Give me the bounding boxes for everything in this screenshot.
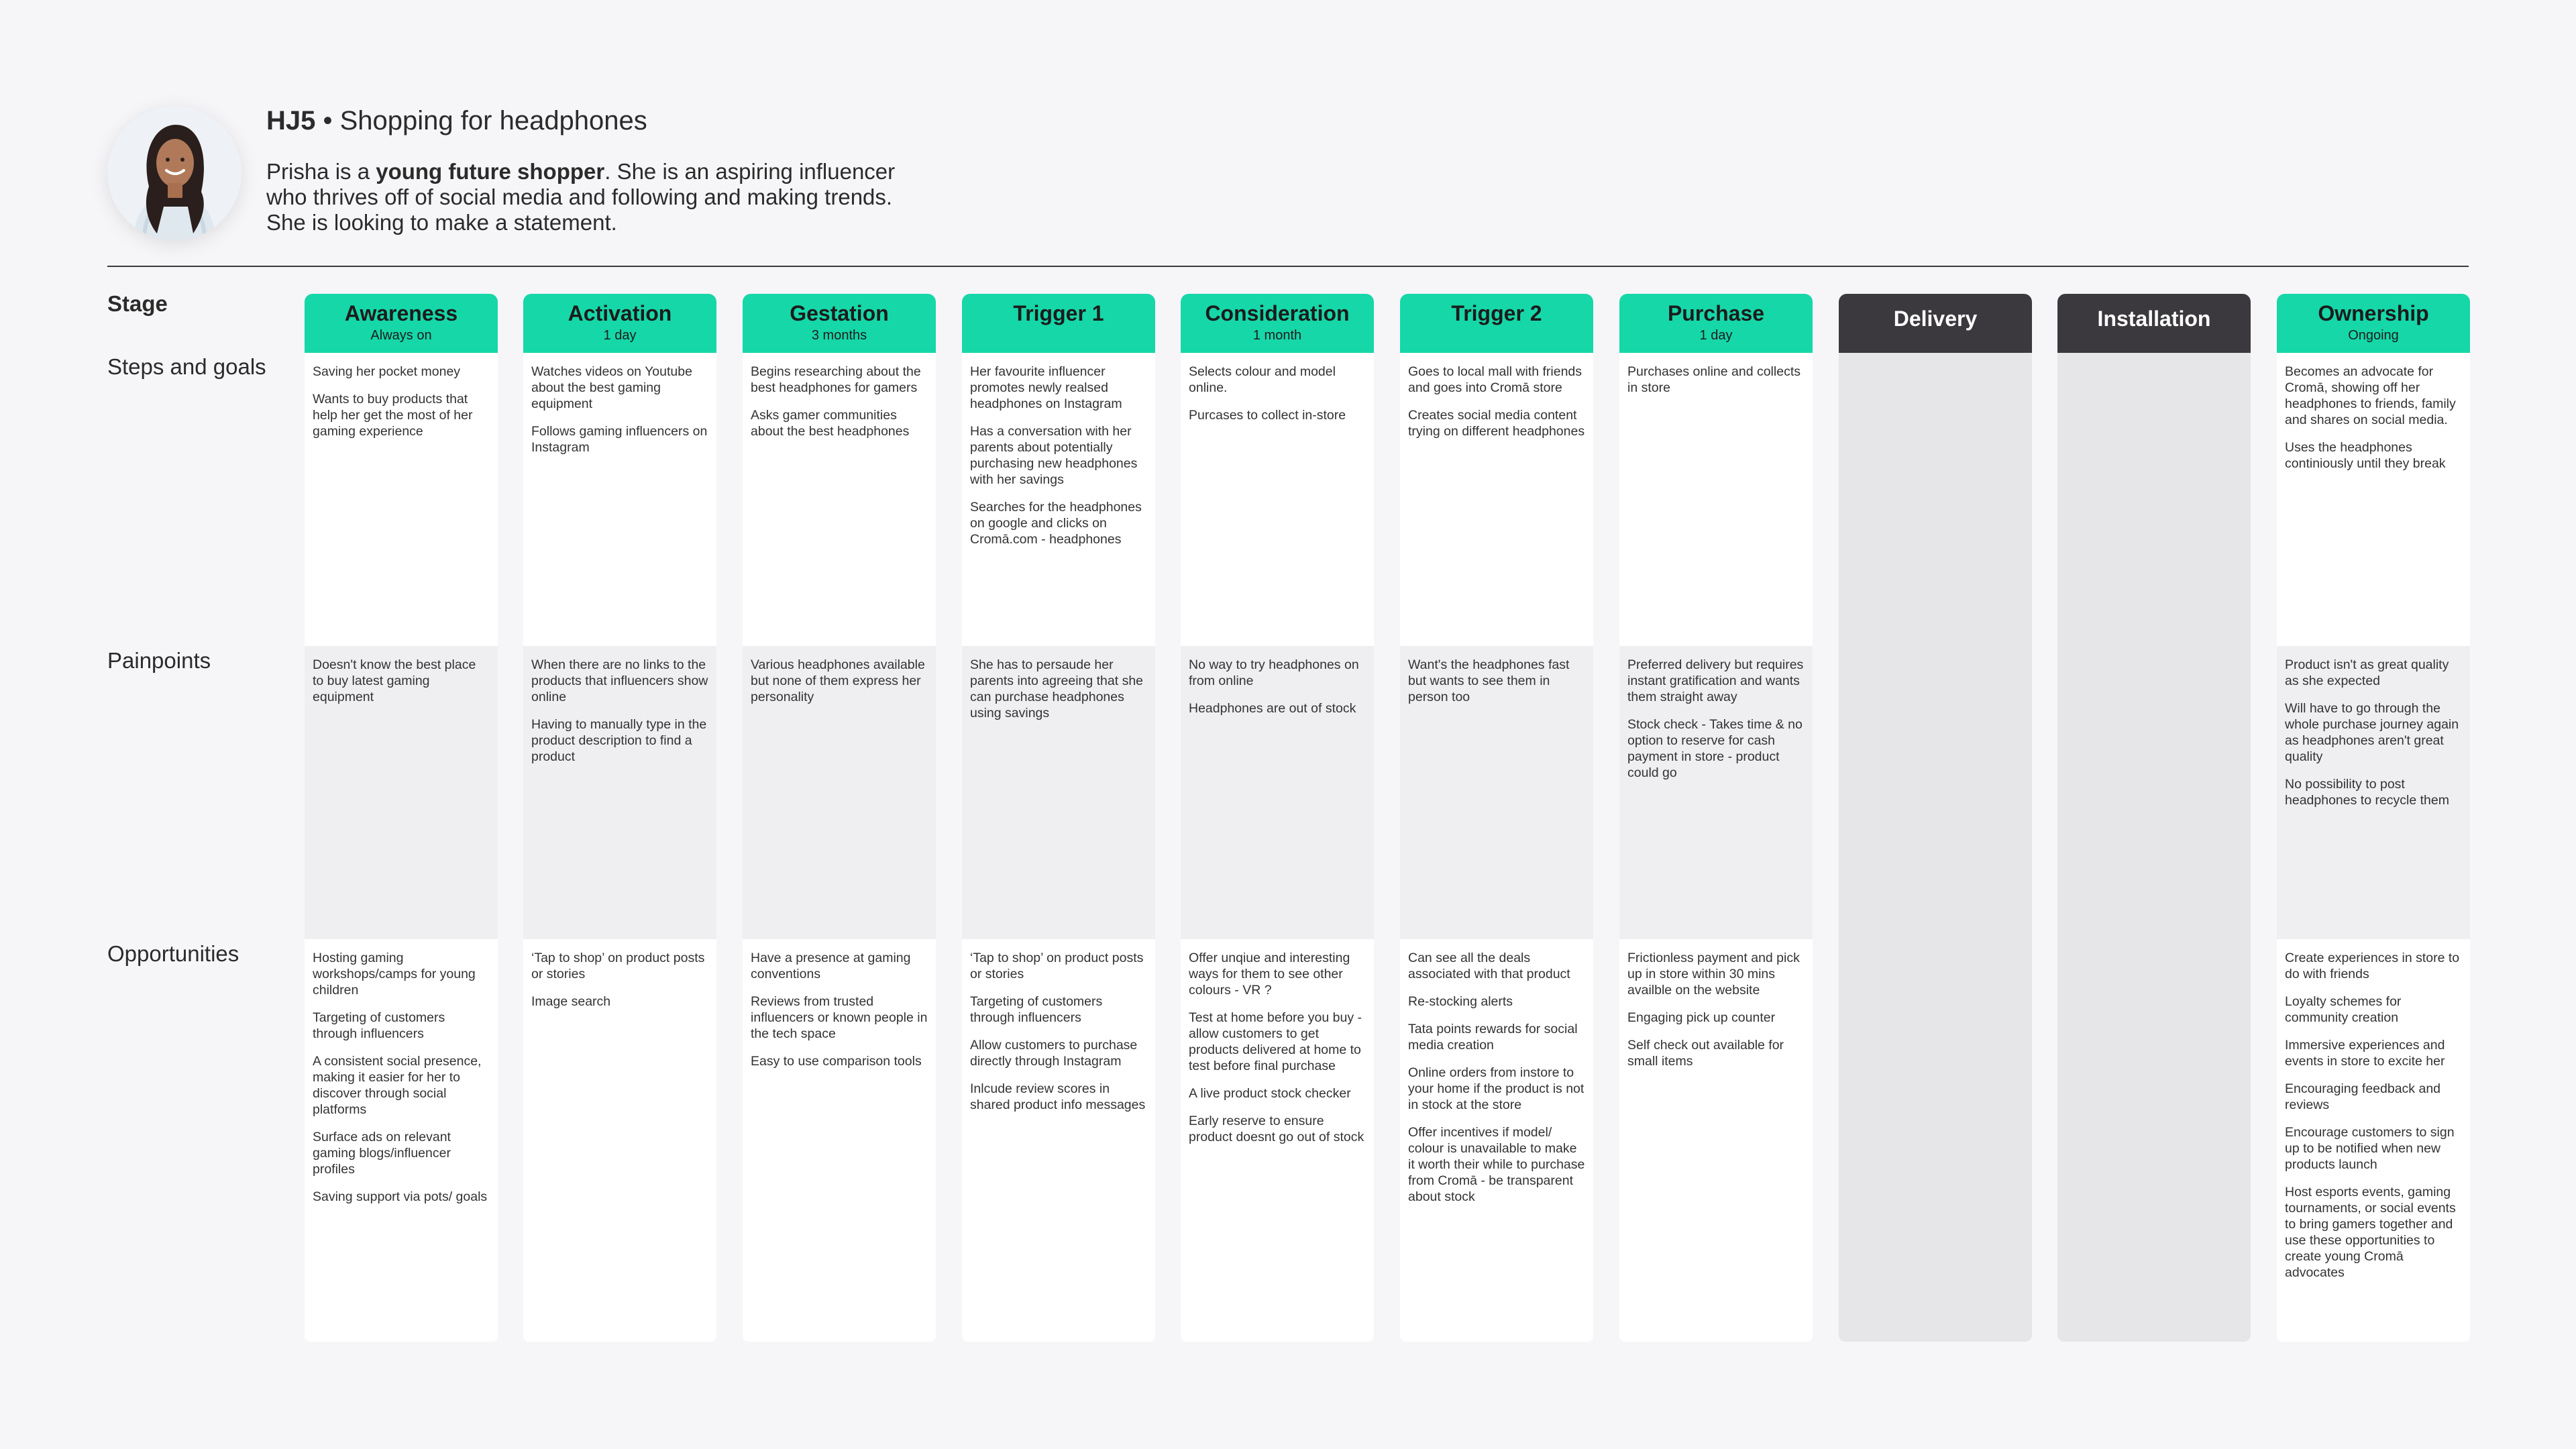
opportunity-item: Easy to use comparison tools [751,1054,922,1069]
painpoints-cell [1400,646,1593,939]
stage-column-purchase [1619,294,1813,1342]
stage-name: Purchase [1667,301,1765,325]
opportunity-item: Reviews from trusted influencers or known people in the tech space [751,994,928,1041]
painpoints-cell [305,646,498,939]
stage-name: Consideration [1205,301,1350,325]
step-item: Her favourite influencer promotes newly realsed headphones on Instagram [970,364,1122,411]
step-item: Follows gaming influencers on Instagram [531,424,708,455]
opportunity-item: Frictionless payment and pick up in store within 30 mins availble on the website [1627,951,1800,998]
painpoint-item: Various headphones available but none of them express her personality [751,657,925,704]
painpoint-item: When there are no links to the products that influencers show online [531,657,708,704]
painpoints-cell [743,646,936,939]
steps-cell [523,353,716,646]
stage-duration: 3 months [811,328,867,343]
persona-type: young future shopper [376,159,605,184]
persona-description [266,159,937,235]
stage-header [1839,294,2032,353]
stage-duration: 1 day [603,328,637,343]
opportunity-item: Targeting of customers through influencers [970,994,1103,1025]
opportunity-item: ‘Tap to shop’ on product posts or stories [970,951,1144,981]
painpoints-cell [523,646,716,939]
stage-column-delivery [1839,294,2032,1342]
opportunity-item: Self check out available for small items [1627,1038,1784,1069]
stage-empty-body [1839,353,2032,1342]
opportunity-item: Offer unqiue and interesting ways for them to see other colours - VR ? [1189,951,1350,998]
opportunity-item: Targeting of customers through influencers [313,1010,445,1041]
stage-column-trigger-1 [962,294,1155,1342]
painpoint-item: Headphones are out of stock [1189,701,1356,716]
step-item: Begins researching about the best headphones for gamers [751,364,921,395]
journey-code: HJ5 [266,106,316,136]
opportunity-item: Encourage customers to sign up to be notified when new products launch [2285,1125,2455,1172]
painpoint-item: Will have to go through the whole purchase journey again as headphones aren't great quality [2285,701,2459,764]
stage-name: Trigger 1 [1013,301,1104,325]
opportunity-item: Saving support via pots/ goals [313,1189,488,1204]
painpoints-cell [2277,646,2470,939]
painpoint-item: Product isn't as great quality as she expected [2285,657,2449,688]
opportunity-item: Surface ads on relevant gaming blogs/influencer profiles [313,1130,451,1177]
stage-duration: 1 day [1699,328,1733,343]
opportunity-item: Host esports events, gaming tournaments, or social events to bring gamers together and use these opportunities to create young Cromā advocates [2285,1185,2456,1280]
stage-column-trigger-2 [1400,294,1593,1342]
stage-column-ownership [2277,294,2470,1342]
painpoint-item: No possibility to post headphones to recycle them [2285,777,2449,808]
stage-column-gestation [743,294,936,1342]
painpoint-item: No way to try headphones on from online [1189,657,1359,688]
step-item: Becomes an advocate for Cromā, showing off her headphones to friends, family and shares on social media. [2285,364,2456,427]
opportunity-item: Offer incentives if model/ colour is unavailable to make it worth their while to purchase from Cromā - be transparent about stock [1408,1125,1585,1204]
journey-name: Shopping for headphones [339,106,647,136]
painpoints-cell [962,646,1155,939]
opportunities-cell [523,939,716,1342]
stage-name: Delivery [1893,307,1978,331]
steps-cell [1181,353,1374,646]
persona-avatar [107,106,241,240]
opportunity-item: Immersive experiences and events in store to excite her [2285,1038,2445,1069]
step-item: Purchases online and collects in store [1627,364,1801,395]
opportunity-item: Inlcude review scores in shared product info messages [970,1081,1146,1112]
opportunity-item: Online orders from instore to your home if the product is not in stock at the store [1408,1065,1585,1112]
opportunities-cell [1619,939,1813,1342]
stage-name: Trigger 2 [1451,301,1542,325]
stage-name: Installation [2097,307,2211,331]
row-label-steps: Steps and goals [107,354,266,379]
opportunity-item: Encouraging feedback and reviews [2285,1081,2441,1112]
stage-header [743,294,936,353]
step-item: Goes to local mall with friends and goes into Cromā store [1408,364,1582,395]
opportunities-cell [743,939,936,1342]
steps-cell [1619,353,1813,646]
opportunity-item: Test at home before you buy - allow customers to get products delivered at home to test before final purchase [1189,1010,1362,1073]
painpoints-cell [1181,646,1374,939]
stage-column-consideration [1181,294,1374,1342]
painpoint-item: Doesn't know the best place to buy latest gaming equipment [313,657,476,704]
step-item: Creates social media content trying on different headphones [1408,408,1585,439]
stage-column-installation [2057,294,2251,1342]
painpoint-item: She has to persaude her parents into agreeing that she can purchase headphones using savings [970,657,1144,720]
step-item: Selects colour and model online. [1189,364,1336,395]
stage-name: Awareness [344,301,458,325]
opportunities-cell [1400,939,1593,1342]
row-label-opportunities: Opportunities [107,941,239,966]
steps-cell [305,353,498,646]
opportunity-item: Have a presence at gaming conventions [751,951,911,981]
stage-column-activation [523,294,716,1342]
title-separator: • [315,106,340,136]
stage-header [2277,294,2470,353]
stage-name: Activation [568,301,672,325]
journey-title [266,106,647,136]
stage-duration: Always on [370,328,432,343]
step-item: Has a conversation with her parents about potentially purchasing new headphones with her savings [970,424,1138,487]
step-item: Purcases to collect in-store [1189,408,1346,423]
stage-duration: 1 month [1252,328,1302,343]
steps-cell [962,353,1155,646]
persona-desc-prefix: Prisha is a [266,159,376,184]
opportunity-item: A live product stock checker [1189,1086,1351,1101]
step-item: Saving her pocket money [313,364,461,379]
opportunity-item: Re-stocking alerts [1408,994,1513,1009]
stage-header [1619,294,1813,353]
header-divider [107,266,2469,267]
opportunity-item: Loyalty schemes for community creation [2285,994,2402,1025]
stage-name: Gestation [790,301,889,325]
opportunity-item: Early reserve to ensure product doesnt go out of stock [1189,1114,1364,1144]
stage-header [962,294,1155,353]
step-item: Searches for the headphones on google and clicks on Cromā.com - headphones [970,500,1142,547]
opportunities-cell [2277,939,2470,1342]
stage-header [305,294,498,353]
stage-empty-body [2057,353,2251,1342]
opportunity-item: A consistent social presence, making it easier for her to discover through social platforms [313,1054,482,1117]
painpoint-item: Preferred delivery but requires instant gratification and wants them straight away [1627,657,1804,704]
row-label-stage: Stage [107,291,168,316]
painpoint-item: Stock check - Takes time & no option to reserve for cash payment in store - product could go [1627,717,1803,780]
row-label-painpoints: Painpoints [107,648,211,673]
opportunity-item: Engaging pick up counter [1627,1010,1776,1025]
opportunity-item: Allow customers to purchase directly through Instagram [970,1038,1138,1069]
opportunity-item: Tata points rewards for social media creation [1408,1022,1578,1053]
opportunity-item: Create experiences in store to do with friends [2285,951,2460,981]
painpoint-item: Want's the headphones fast but wants to see them in person too [1408,657,1570,704]
persona-desc-suffix: . She is an aspiring influencer who thrives off of social media and following and making trends. She is looking to make a statement. [266,159,896,235]
opportunity-item: ‘Tap to shop’ on product posts or stories [531,951,705,981]
painpoint-item: Having to manually type in the product description to find a product [531,717,707,764]
step-item: Asks gamer communities about the best headphones [751,408,910,439]
opportunities-cell [305,939,498,1342]
step-item: Wants to buy products that help her get the most of her gaming experience [313,392,473,439]
opportunities-cell [962,939,1155,1342]
steps-cell [743,353,936,646]
stage-header [523,294,716,353]
painpoints-cell [1619,646,1813,939]
opportunity-item: Hosting gaming workshops/camps for young children [313,951,476,998]
opportunity-item: Image search [531,994,611,1009]
steps-cell [1400,353,1593,646]
stage-header [1181,294,1374,353]
stage-column-awareness [305,294,498,1342]
stage-header [2057,294,2251,353]
persona-portrait-icon [107,106,241,240]
stage-name: Ownership [2318,301,2429,325]
step-item: Watches videos on Youtube about the best gaming equipment [531,364,692,411]
stage-header [1400,294,1593,353]
opportunity-item: Can see all the deals associated with that product [1408,951,1570,981]
step-item: Uses the headphones continiously until they break [2285,440,2446,471]
stage-duration: Ongoing [2348,328,2399,343]
opportunities-cell [1181,939,1374,1342]
steps-cell [2277,353,2470,646]
